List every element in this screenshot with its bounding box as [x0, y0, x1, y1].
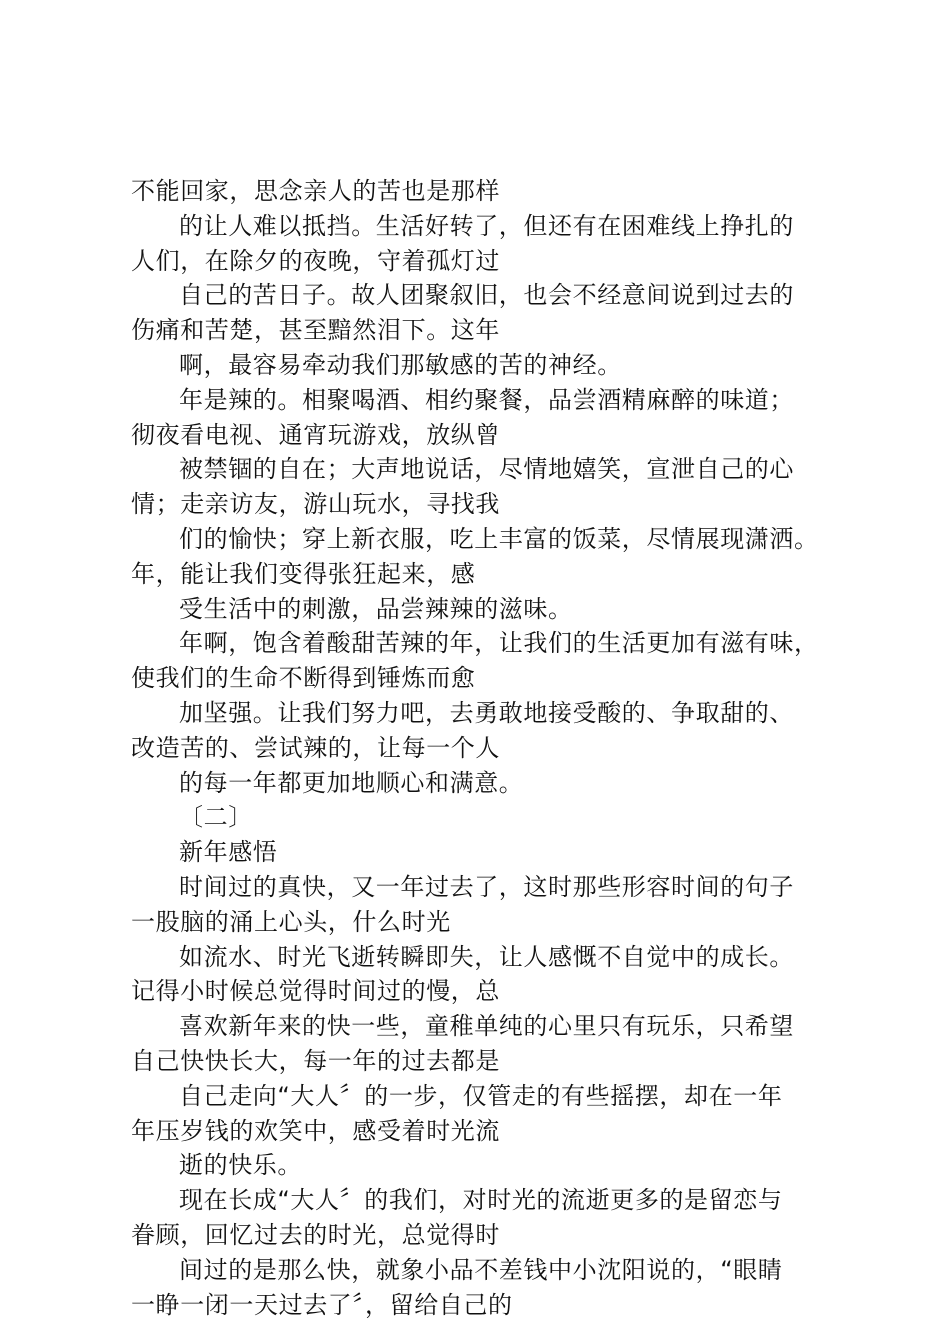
text-line: 伤痛和苦楚，甚至黯然泪下。这年 — [131, 316, 500, 345]
text-line: 的每一年都更加地顺心和满意。 — [179, 768, 524, 797]
text-line: 人们，在除夕的夜晚，守着孤灯过 — [131, 246, 500, 275]
section-title: 新年感悟 — [179, 838, 278, 867]
text-line: 年啊，饱含着酸甜苦辣的年，让我们的生活更加有滋有味， — [179, 629, 819, 658]
text-line: 一股脑的涌上心头，什么时光 — [131, 907, 451, 936]
text-line: 啊，最容易牵动我们那敏感的苦的神经。 — [179, 350, 622, 379]
text-line: 喜欢新年来的快一些，童稚单纯的心里只有玩乐，只希望 — [179, 1012, 794, 1041]
text-line: 加坚强。让我们努力吧，去勇敢地接受酸的、争取甜的、 — [179, 698, 794, 727]
text-line: 眷顾，回忆过去的时光，总觉得时 — [131, 1220, 500, 1249]
text-line: 自己的苦日子。故人团聚叙旧，也会不经意间说到过去的 — [179, 281, 794, 310]
text-line: 情；走亲访友，游山玩水，寻找我 — [131, 490, 500, 519]
text-line: 年是辣的。相聚喝酒、相约聚餐，品尝酒精麻醉的味道； — [179, 385, 794, 414]
text-line: 现在长成“大人〞的我们，对时光的流逝更多的是留恋与 — [179, 1186, 783, 1215]
text-line: 受生活中的刺激，品尝辣辣的滋味。 — [179, 594, 573, 623]
text-line: 改造苦的、尝试辣的，让每一个人 — [131, 733, 500, 762]
text-line: 使我们的生命不断得到锤炼而愈 — [131, 664, 476, 693]
text-line: 被禁锢的自在；大声地说话，尽情地嬉笑，宣泄自己的心 — [179, 455, 794, 484]
text-line: 时间过的真快，又一年过去了，这时那些形容时间的句子 — [179, 872, 794, 901]
text-line: 如流水、时光飞逝转瞬即失，让人感慨不自觉中的成长。 — [179, 942, 794, 971]
section-number: 〔二〕 — [179, 803, 253, 832]
text-line: 年压岁钱的欢笑中，感受着时光流 — [131, 1116, 500, 1145]
text-line: 彻夜看电视、通宵玩游戏，放纵曾 — [131, 420, 500, 449]
text-line: 的让人难以抵挡。生活好转了，但还有在困难线上挣扎的 — [179, 211, 794, 240]
text-line: 间过的是那么快，就象小品不差钱中小沈阳说的，“眼睛 — [179, 1255, 783, 1284]
text-line: 逝的快乐。 — [179, 1151, 302, 1180]
text-line: 一睁一闭一天过去了〞，留给自己的 — [131, 1290, 513, 1319]
text-line: 们的愉快；穿上新衣服，吃上丰富的饭菜，尽情展现潇洒。 — [179, 524, 819, 553]
text-line: 年，能让我们变得张狂起来，感 — [131, 559, 476, 588]
text-line: 不能回家，思念亲人的苦也是那样 — [131, 177, 500, 205]
text-line: 记得小时候总觉得时间过的慢，总 — [131, 977, 500, 1006]
text-line: 自己走向“大人〞的一步，仅管走的有些摇摆，却在一年 — [179, 1081, 783, 1110]
text-line: 自己快快长大，每一年的过去都是 — [131, 1046, 500, 1075]
document-body — [131, 174, 831, 1322]
